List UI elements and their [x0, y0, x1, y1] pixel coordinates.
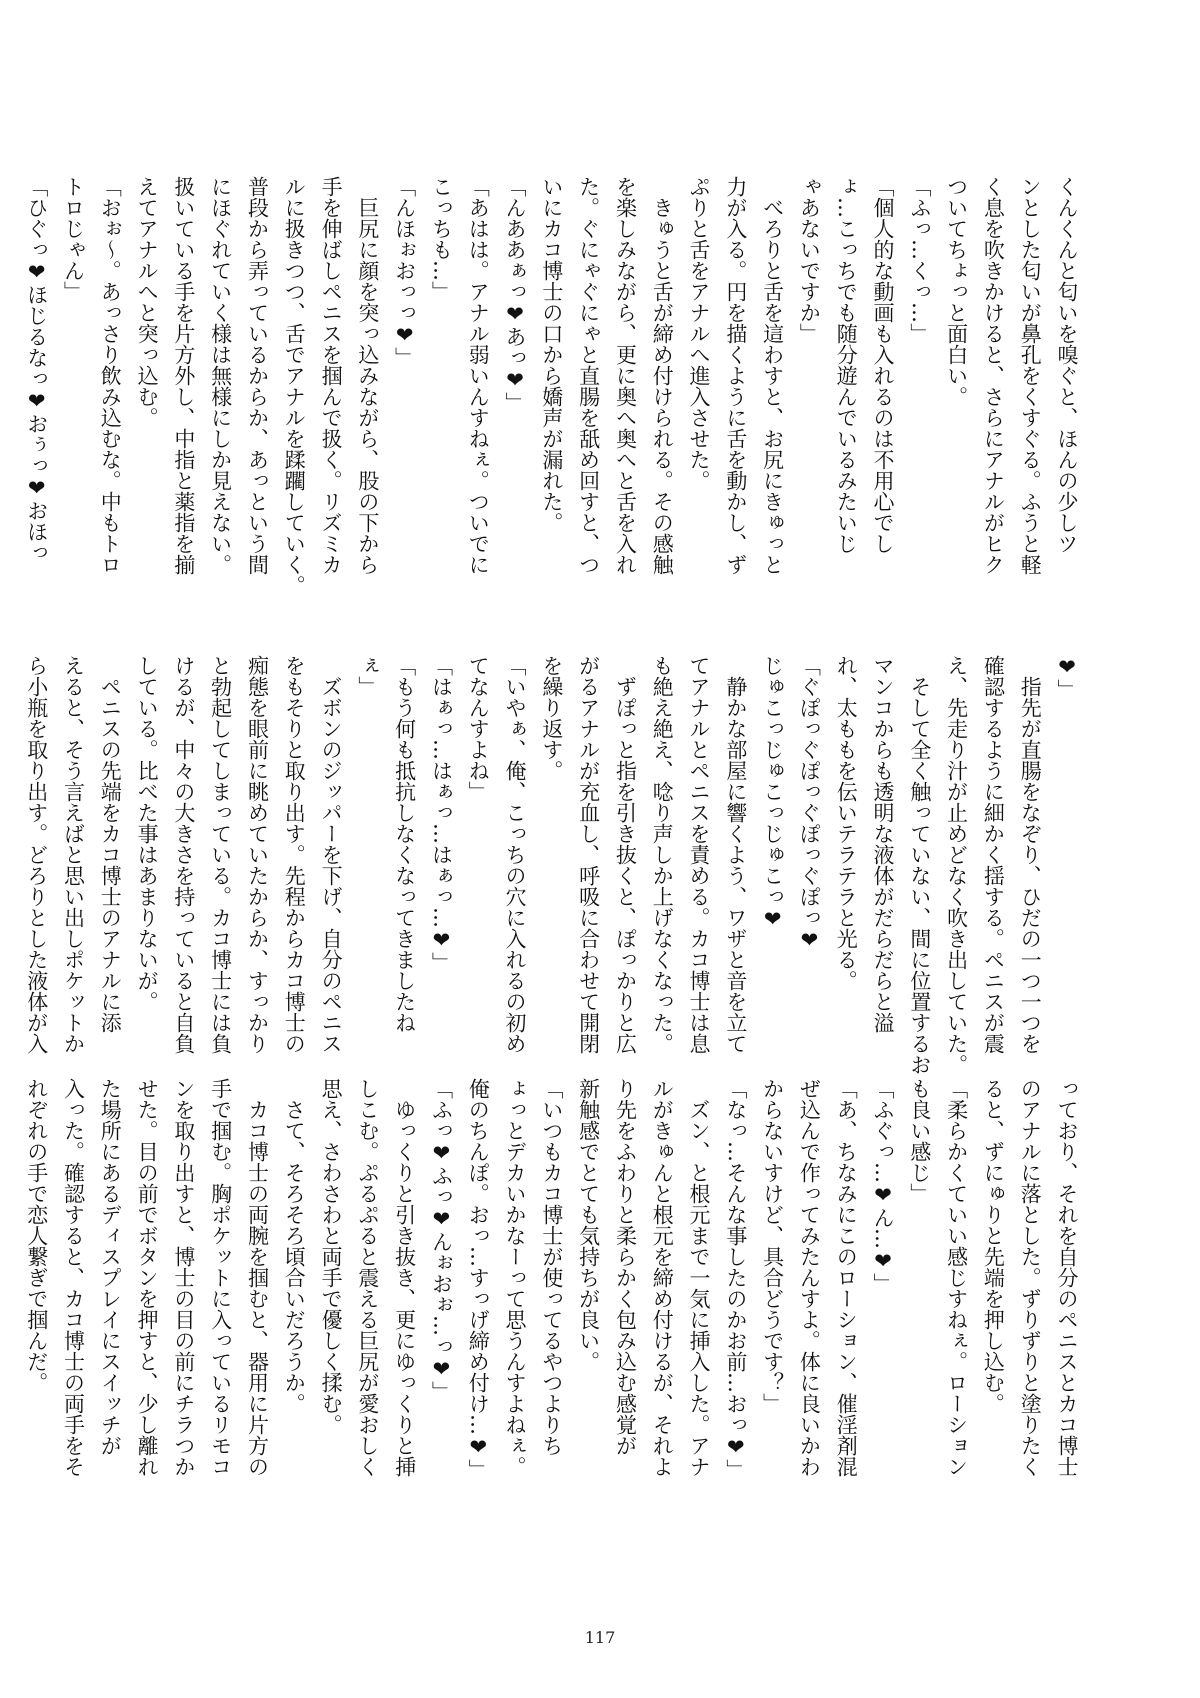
text-line: 「いつもカコ博士が使ってるやつよりち [539, 1078, 564, 1456]
text-line: ゆっくりと引き抜き、更にゆっくりと挿 [392, 1078, 417, 1477]
text-line: も良い感じ」 [907, 1078, 932, 1204]
text-line: ぜ込んで作ってみたんすよ。体に良いかわ [797, 1078, 822, 1477]
text-line: てアナルとペニスを責める。カコ博士は息 [687, 655, 712, 1054]
text-line: ると、ずにゅりと先端を押し込む。 [981, 1078, 1006, 1414]
text-line: えてアナルへと突っ込む。 [135, 176, 160, 428]
text-line: 「あはは。アナル弱いんすねぇ。ついでに [466, 176, 491, 575]
text-line: 「ふっ…くっ…」 [907, 176, 932, 344]
text-line: ンを取り出すと、博士の目の前にチラつか [171, 1078, 196, 1477]
text-line: ペニスの先端をカコ博士のアナルに添 [98, 655, 123, 1033]
text-line: きゅうと舌が締め付けられる。その感触 [650, 176, 675, 575]
text-line: ゃあないですか」 [797, 176, 822, 344]
body-text-upper [24, 176, 1085, 638]
text-line: 思え、さわさわと両手で優しく揉む。 [319, 1078, 344, 1435]
body-text-lower [24, 1078, 1085, 1485]
text-line: 静かな部屋に響くよう、ワザと音を立て [723, 655, 748, 1054]
text-line: いにカコ博士の口から嬌声が漏れた。 [539, 176, 564, 533]
text-line: く息を吹きかけると、さらにアナルがヒク [981, 176, 1006, 575]
text-line: ルに扱きつつ、舌でアナルを蹂躙していく。 [282, 176, 307, 596]
text-line: え、先走り汁が止めどなく吹き出していた。 [944, 655, 969, 1075]
text-line: 手で掴む。胸ポケットに入っているリモコ [208, 1078, 233, 1477]
text-line: 「あ、ちなみにこのローション、催淫剤混 [834, 1078, 859, 1477]
text-line: り先をふわりと柔らかく包み込む感覚が [613, 1078, 638, 1456]
text-line: ❤」 [1055, 655, 1079, 700]
text-line: べろりと舌を這わすと、お尻にきゅっと [760, 176, 785, 575]
text-line: れぞれの手で恋人繋ぎで掴んだ。 [24, 1078, 49, 1393]
text-line: 「ふっ❤ふっ❤んぉおぉ…っ❤」 [429, 1078, 454, 1402]
text-line: 指先が直腸をなぞり、ひだの一つ一つを [1018, 655, 1043, 1054]
text-line: けるが、中々の大きさを持っていると自負 [171, 655, 196, 1054]
text-line: 「いやぁ、俺、こっちの穴に入れるの初め [503, 655, 528, 1054]
text-line: マンコからも透明な液体がだらだらと溢 [871, 655, 896, 1033]
text-line: 「柔らかくていい感じすねぇ。ローション [944, 1078, 969, 1477]
text-line: からないすけど、具合どうです？」 [760, 1078, 785, 1414]
text-line: 新触感でとても気持ちが良い。 [576, 1078, 601, 1372]
text-line: 扱いている手を片方外し、中指と薬指を揃 [171, 176, 196, 575]
text-line: と勃起してしまっている。カコ博士には負 [208, 655, 233, 1054]
text-line: 確認するように細かく揺する。ペニスが震 [981, 655, 1006, 1054]
text-line: ょっとデカいかなーって思うんすよねぇ。 [503, 1078, 528, 1477]
text-line: ズン、と根元まで一気に挿入した。アナ [687, 1078, 712, 1477]
text-line: た。ぐにゃぐにゃと直腸を舐め回すと、つ [576, 176, 601, 575]
text-line: 「んああぁっ❤あっ❤」 [503, 176, 528, 413]
text-line: 手を伸ばしペニスを掴んで扱く。リズミカ [319, 176, 344, 575]
text-line: ついてちょっと面白い。 [944, 176, 969, 407]
text-line: 「もう何も抵抗しなくなってきましたね [392, 655, 417, 1033]
text-line: 入った。確認すると、カコ博士の両手をそ [61, 1078, 86, 1477]
text-line: 「個人的な動画も入れるのは不用心でし [871, 176, 896, 554]
text-line: た場所にあるディスプレイにスイッチが [98, 1078, 123, 1456]
text-line: じゅこっじゅこっじゅこっ❤ [760, 655, 785, 931]
text-line: 「なっ…そんな事したのかお前…おっ❤」 [723, 1078, 748, 1480]
text-line: も絶え絶え、唸り声しか上げなくなった。 [650, 655, 675, 1054]
text-line: 「おぉ〜。あっさり飲み込むな。中もトロ [98, 176, 123, 575]
text-line: くんくんと匂いを嗅ぐと、ほんの少しツ [1055, 176, 1079, 554]
text-line: 「ひぐっ❤ほじるなっ❤おぅっ❤おほっ [24, 176, 49, 563]
text-line: しこむ。ぷるぷると震える巨尻が愛おしく [355, 1078, 380, 1477]
text-line: ルがきゅんと根元を締め付けるが、それよ [650, 1078, 675, 1477]
text-line: がるアナルが充血し、呼吸に合わせて開閉 [576, 655, 601, 1054]
text-line: 俺のちんぽ。おっ…すっげ締め付け…❤」 [466, 1078, 491, 1480]
body-text-middle [24, 655, 1085, 1075]
text-block-middle [24, 655, 1085, 1075]
text-line: 「はぁっ…はぁっ…はぁっ…❤」 [429, 655, 454, 973]
text-line: している。比べた事はあまりないが。 [135, 655, 160, 1012]
text-line: のアナルに落とした。ずりずりと塗りたく [1018, 1078, 1043, 1477]
text-line: 「ぐぽっぐぽっぐぽっぐぽっ❤ [797, 655, 822, 952]
text-line: にほぐれていく様は無様にしか見えない。 [208, 176, 233, 575]
text-block-lower [24, 1078, 1085, 1485]
text-line: こっちも…」 [429, 176, 454, 302]
text-line: ンとした匂いが鼻孔をくすぐる。ふうと軽 [1018, 176, 1043, 575]
text-line: カコ博士の両腕を掴むと、器用に片方の [245, 1078, 270, 1477]
page-number: 117 [584, 1628, 616, 1647]
text-line: 「ふぐっ…❤ん…❤」 [871, 1078, 896, 1294]
text-line: 「んほぉおっっ❤」 [392, 176, 417, 368]
text-line: 普段から弄っているからか、あっという間 [245, 176, 270, 575]
text-line: てなんすよね」 [466, 655, 491, 802]
text-line: ずぽっと指を引き抜くと、ぽっかりと広 [613, 655, 638, 1054]
text-line: そして全く触っていない、間に位置するお [907, 655, 932, 1075]
text-line: をもそりと取り出す。先程からカコ博士の [282, 655, 307, 1054]
text-line: ら小瓶を取り出す。どろりとした液体が入 [24, 655, 49, 1054]
text-block-upper [24, 176, 1085, 638]
text-line: 巨尻に顔を突っ込みながら、股の下から [355, 176, 380, 575]
text-line: を楽しみながら、更に奥へ奥へと舌を入れ [613, 176, 638, 575]
text-line: っており、それを自分のペニスとカコ博士 [1055, 1078, 1079, 1477]
text-line: 痴態を眼前に眺めていたからか、すっかり [245, 655, 270, 1054]
text-line: せた。目の前でボタンを押すと、少し離れ [135, 1078, 160, 1477]
text-line: ズボンのジッパーを下げ、自分のペニス [319, 655, 344, 1054]
text-line: ょ…こっちでも随分遊んでいるみたいじ [834, 176, 859, 554]
text-line: ぷりと舌をアナルへ進入させた。 [687, 176, 712, 491]
text-line: を繰り返す。 [539, 655, 564, 781]
text-line: 力が入る。円を描くように舌を動かし、ず [723, 176, 748, 575]
text-line: えると、そう言えばと思い出しポケットか [61, 655, 86, 1054]
text-line: れ、太ももを伝いテラテラと光る。 [834, 655, 859, 991]
text-line: ぇ」 [355, 655, 380, 697]
text-line: トロじゃん」 [61, 176, 86, 302]
text-line: さて、そろそろ頃合いだろうか。 [282, 1078, 307, 1414]
